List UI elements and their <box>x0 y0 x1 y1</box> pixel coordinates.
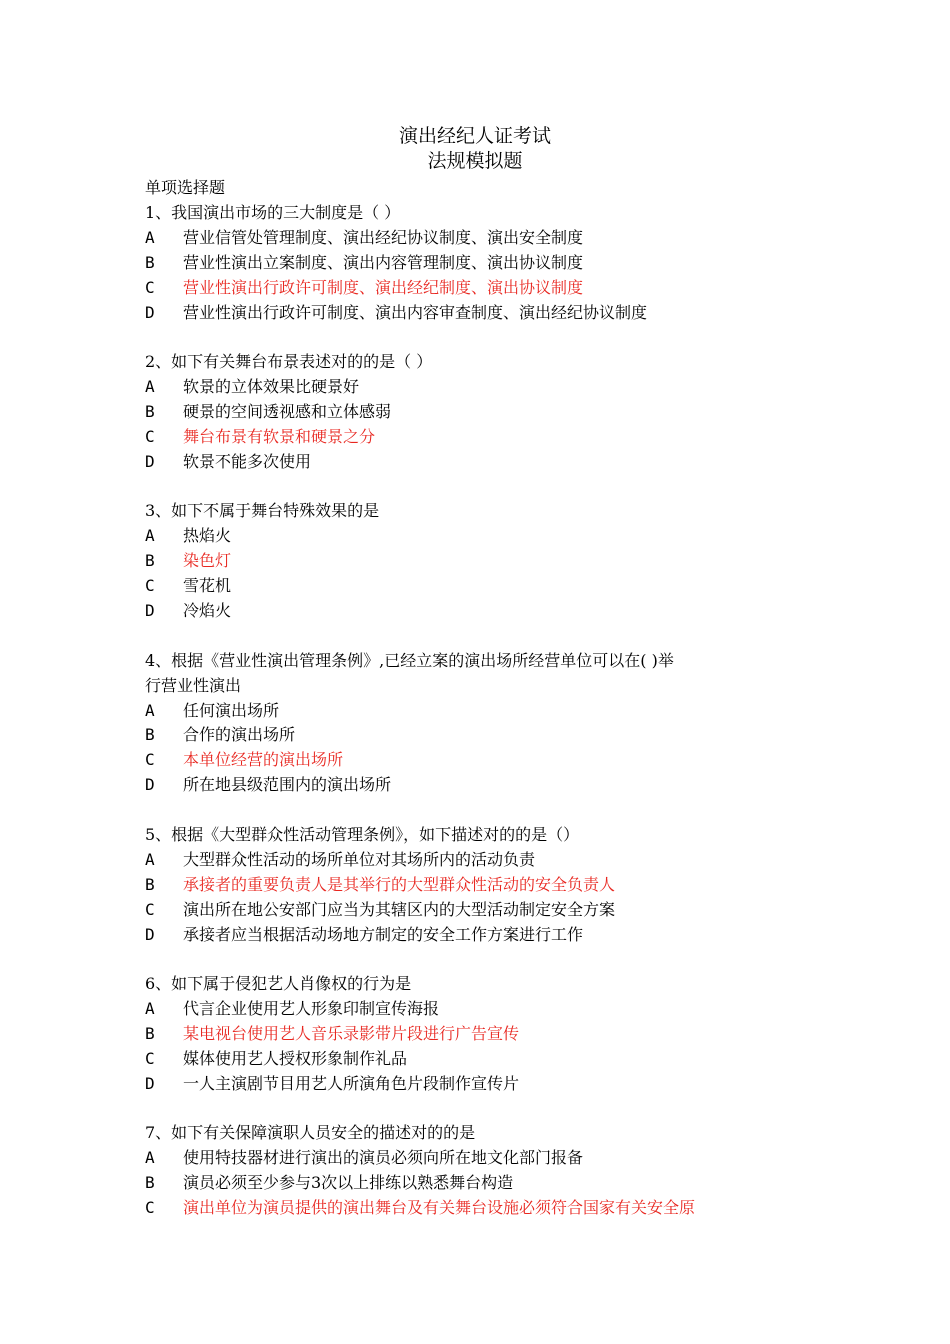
document-title: 演出经纪人证考试 <box>398 125 551 147</box>
option-text: 软景的立体效果比硬景好 <box>183 377 360 396</box>
question-7-stem: 7、如下有关保障演职人员安全的描述对的的是 <box>145 1123 476 1142</box>
option-letter: A <box>145 377 155 396</box>
option-text: 演员必须至少参与3次以上排练以熟悉舞台构造 <box>183 1173 514 1192</box>
option-letter: C <box>145 427 155 446</box>
option-text: 雪花机 <box>183 576 232 595</box>
option-text: 媒体使用艺人授权形象制作礼品 <box>183 1049 408 1068</box>
option-text: 硬景的空间透视感和立体感弱 <box>183 402 392 421</box>
option-letter: B <box>145 1173 155 1192</box>
option-text-correct: 舞台布景有软景和硬景之分 <box>183 427 376 446</box>
question-5-stem: 5、根据《大型群众性活动管理条例》，如下描述对的的是（） <box>145 825 580 844</box>
question-6-stem: 6、如下属于侵犯艺人肖像权的行为是 <box>145 974 412 993</box>
section-label: 单项选择题 <box>145 178 226 197</box>
option-letter: C <box>145 750 155 769</box>
option-letter: D <box>145 601 155 620</box>
option-text: 营业信管处管理制度、演出经纪协议制度、演出安全制度 <box>183 228 584 247</box>
option-letter: B <box>145 551 155 570</box>
option-letter: D <box>145 775 155 794</box>
option-letter: A <box>145 999 155 1018</box>
option-text: 所在地县级范围内的演出场所 <box>183 775 392 794</box>
option-letter: C <box>145 900 155 919</box>
option-text: 冷焰火 <box>183 601 232 620</box>
question-4-stem: 4、根据《营业性演出管理条例》,已经立案的演出场所经营单位可以在( )举 <box>145 651 674 670</box>
option-text: 大型群众性活动的场所单位对其场所内的活动负责 <box>183 850 536 869</box>
option-letter: D <box>145 452 155 471</box>
option-text: 任何演出场所 <box>183 701 280 720</box>
option-letter: A <box>145 1148 155 1167</box>
option-letter: B <box>145 402 155 421</box>
option-text-correct: 演出单位为演员提供的演出舞台及有关舞台设施必须符合国家有关安全原 <box>183 1198 696 1217</box>
question-2-stem: 2、如下有关舞台布景表述对的的是（ ） <box>145 352 433 371</box>
option-letter: C <box>145 1198 155 1217</box>
option-letter: D <box>145 925 155 944</box>
option-letter: C <box>145 1049 155 1068</box>
option-letter: A <box>145 228 155 247</box>
option-letter: A <box>145 526 155 545</box>
option-text: 营业性演出立案制度、演出内容管理制度、演出协议制度 <box>183 253 584 272</box>
document-subtitle: 法规模拟题 <box>427 150 523 172</box>
option-text: 合作的演出场所 <box>183 725 296 744</box>
option-letter: A <box>145 701 155 720</box>
question-1-stem: 1、我国演出市场的三大制度是（ ） <box>145 203 401 222</box>
option-letter: B <box>145 1024 155 1043</box>
option-letter: C <box>145 278 155 297</box>
option-letter: C <box>145 576 155 595</box>
option-text: 承接者应当根据活动场地方制定的安全工作方案进行工作 <box>183 925 584 944</box>
option-text-correct: 承接者的重要负责人是其举行的大型群众性活动的安全负责人 <box>183 875 616 894</box>
option-letter: A <box>145 850 155 869</box>
option-text-correct: 某电视台使用艺人音乐录影带片段进行广告宣传 <box>183 1024 520 1043</box>
option-text-correct: 染色灯 <box>183 551 232 570</box>
option-letter: B <box>145 253 155 272</box>
option-text: 代言企业使用艺人形象印制宣传海报 <box>183 999 440 1018</box>
option-text-correct: 本单位经营的演出场所 <box>183 750 344 769</box>
option-letter: B <box>145 875 155 894</box>
option-text-correct: 营业性演出行政许可制度、演出经纪制度、演出协议制度 <box>183 278 584 297</box>
option-text: 一人主演剧节目用艺人所演角色片段制作宣传片 <box>183 1074 520 1093</box>
question-4-stem-continued: 行营业性演出 <box>145 676 242 695</box>
question-3-stem: 3、如下不属于舞台特殊效果的是 <box>145 501 380 520</box>
option-text: 演出所在地公安部门应当为其辖区内的大型活动制定安全方案 <box>183 900 616 919</box>
option-letter: B <box>145 725 155 744</box>
option-text: 营业性演出行政许可制度、演出内容审查制度、演出经纪协议制度 <box>183 303 648 322</box>
option-letter: D <box>145 303 155 322</box>
option-letter: D <box>145 1074 155 1093</box>
option-text: 软景不能多次使用 <box>183 452 312 471</box>
option-text: 热焰火 <box>183 526 232 545</box>
option-text: 使用特技器材进行演出的演员必须向所在地文化部门报备 <box>183 1148 584 1167</box>
